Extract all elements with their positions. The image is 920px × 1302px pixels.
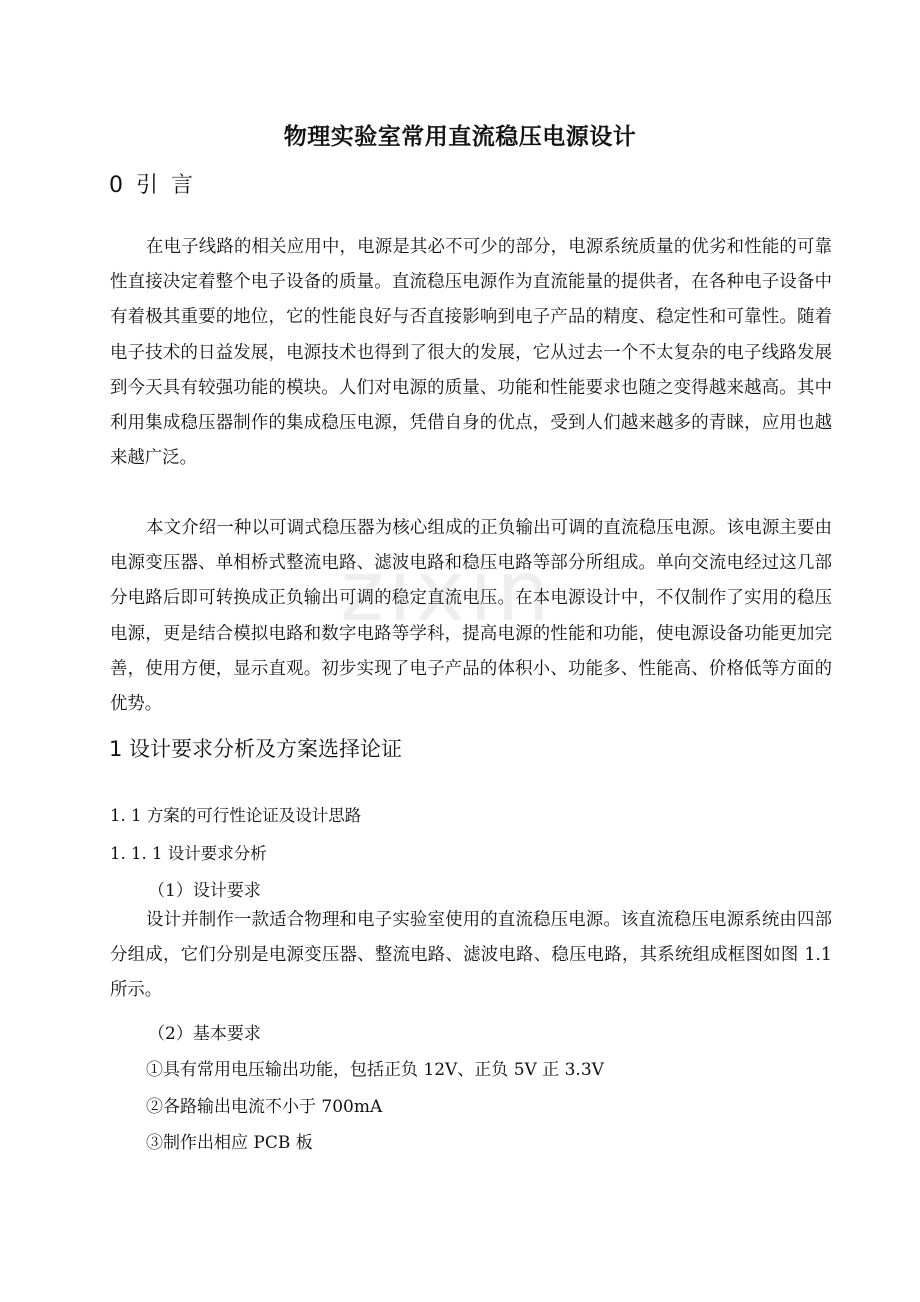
document-title: 物理实验室常用直流稳压电源设计 xyxy=(283,124,637,150)
requirement-item-3: ③制作出相应 PCB 板 xyxy=(146,1133,313,1153)
subsection-1-1-heading: 1. 1 方案的可行性论证及设计思路 xyxy=(110,806,362,825)
basic-requirement-label: （2）基本要求 xyxy=(148,1024,261,1044)
requirement-item-1: ①具有常用电压输出功能，包括正负 12V、正负 5V 正 3.3V xyxy=(146,1060,604,1080)
design-requirement-label: （1）设计要求 xyxy=(148,881,261,901)
watermark: zixin xyxy=(340,542,554,640)
intro-paragraph-2: 本文介绍一种以可调式稳压器为核心组成的正负输出可调的直流稳压电源。该电源主要由电源变压器、单相桥式整流电路、滤波电路和稳压电路等部分所组成。单向交流电经过这几部分电路后即可转换成正负输出可调的稳定直流电压。在本电源设计中，不仅制作了实用的稳压电源，更是结合模拟电路和数字电路等学科，提高电源的性能和功能，使电源设备功能更加完善，使用方便，显示直观。初步实现了电子产品的体积小、功能多、性能高、价格低等方面的优势。 xyxy=(110,518,832,715)
intro-heading: 0 引 言 xyxy=(109,173,193,198)
intro-paragraph-1: 在电子线路的相关应用中，电源是其必不可少的部分，电源系统质量的优劣和性能的可靠性直接决定着整个电子设备的质量。直流稳压电源作为直流能量的提供者，在各种电子设备中有着极其重要的地位，它的性能良好与否直接影响到电子产品的精度、稳定性和可靠性。随着电子技术的日益发展，电源技术也得到了很大的发展，它从过去一个不太复杂的电子线路发展到今天具有较强功能的模块。人们对电源的质量、功能和性能要求也随之变得越来越高。其中利用集成稳压器制作的集成稳压电源，凭借自身的优点，受到人们越来越多的青睐，应用也越来越广泛。 xyxy=(110,237,832,469)
design-requirement-paragraph: 设计并制作一款适合物理和电子实验室使用的直流稳压电源。该直流稳压电源系统由四部分组成，它们分别是电源变压器、整流电路、滤波电路、稳压电路，其系统组成框图如图 1.1 所示。 xyxy=(110,910,832,1001)
requirement-item-2: ②各路输出电流不小于 700mA xyxy=(146,1097,383,1117)
section-1-heading: 1 设计要求分析及方案选择论证 xyxy=(109,737,403,761)
subsection-1-1-1-heading: 1. 1. 1 设计要求分析 xyxy=(110,844,267,863)
